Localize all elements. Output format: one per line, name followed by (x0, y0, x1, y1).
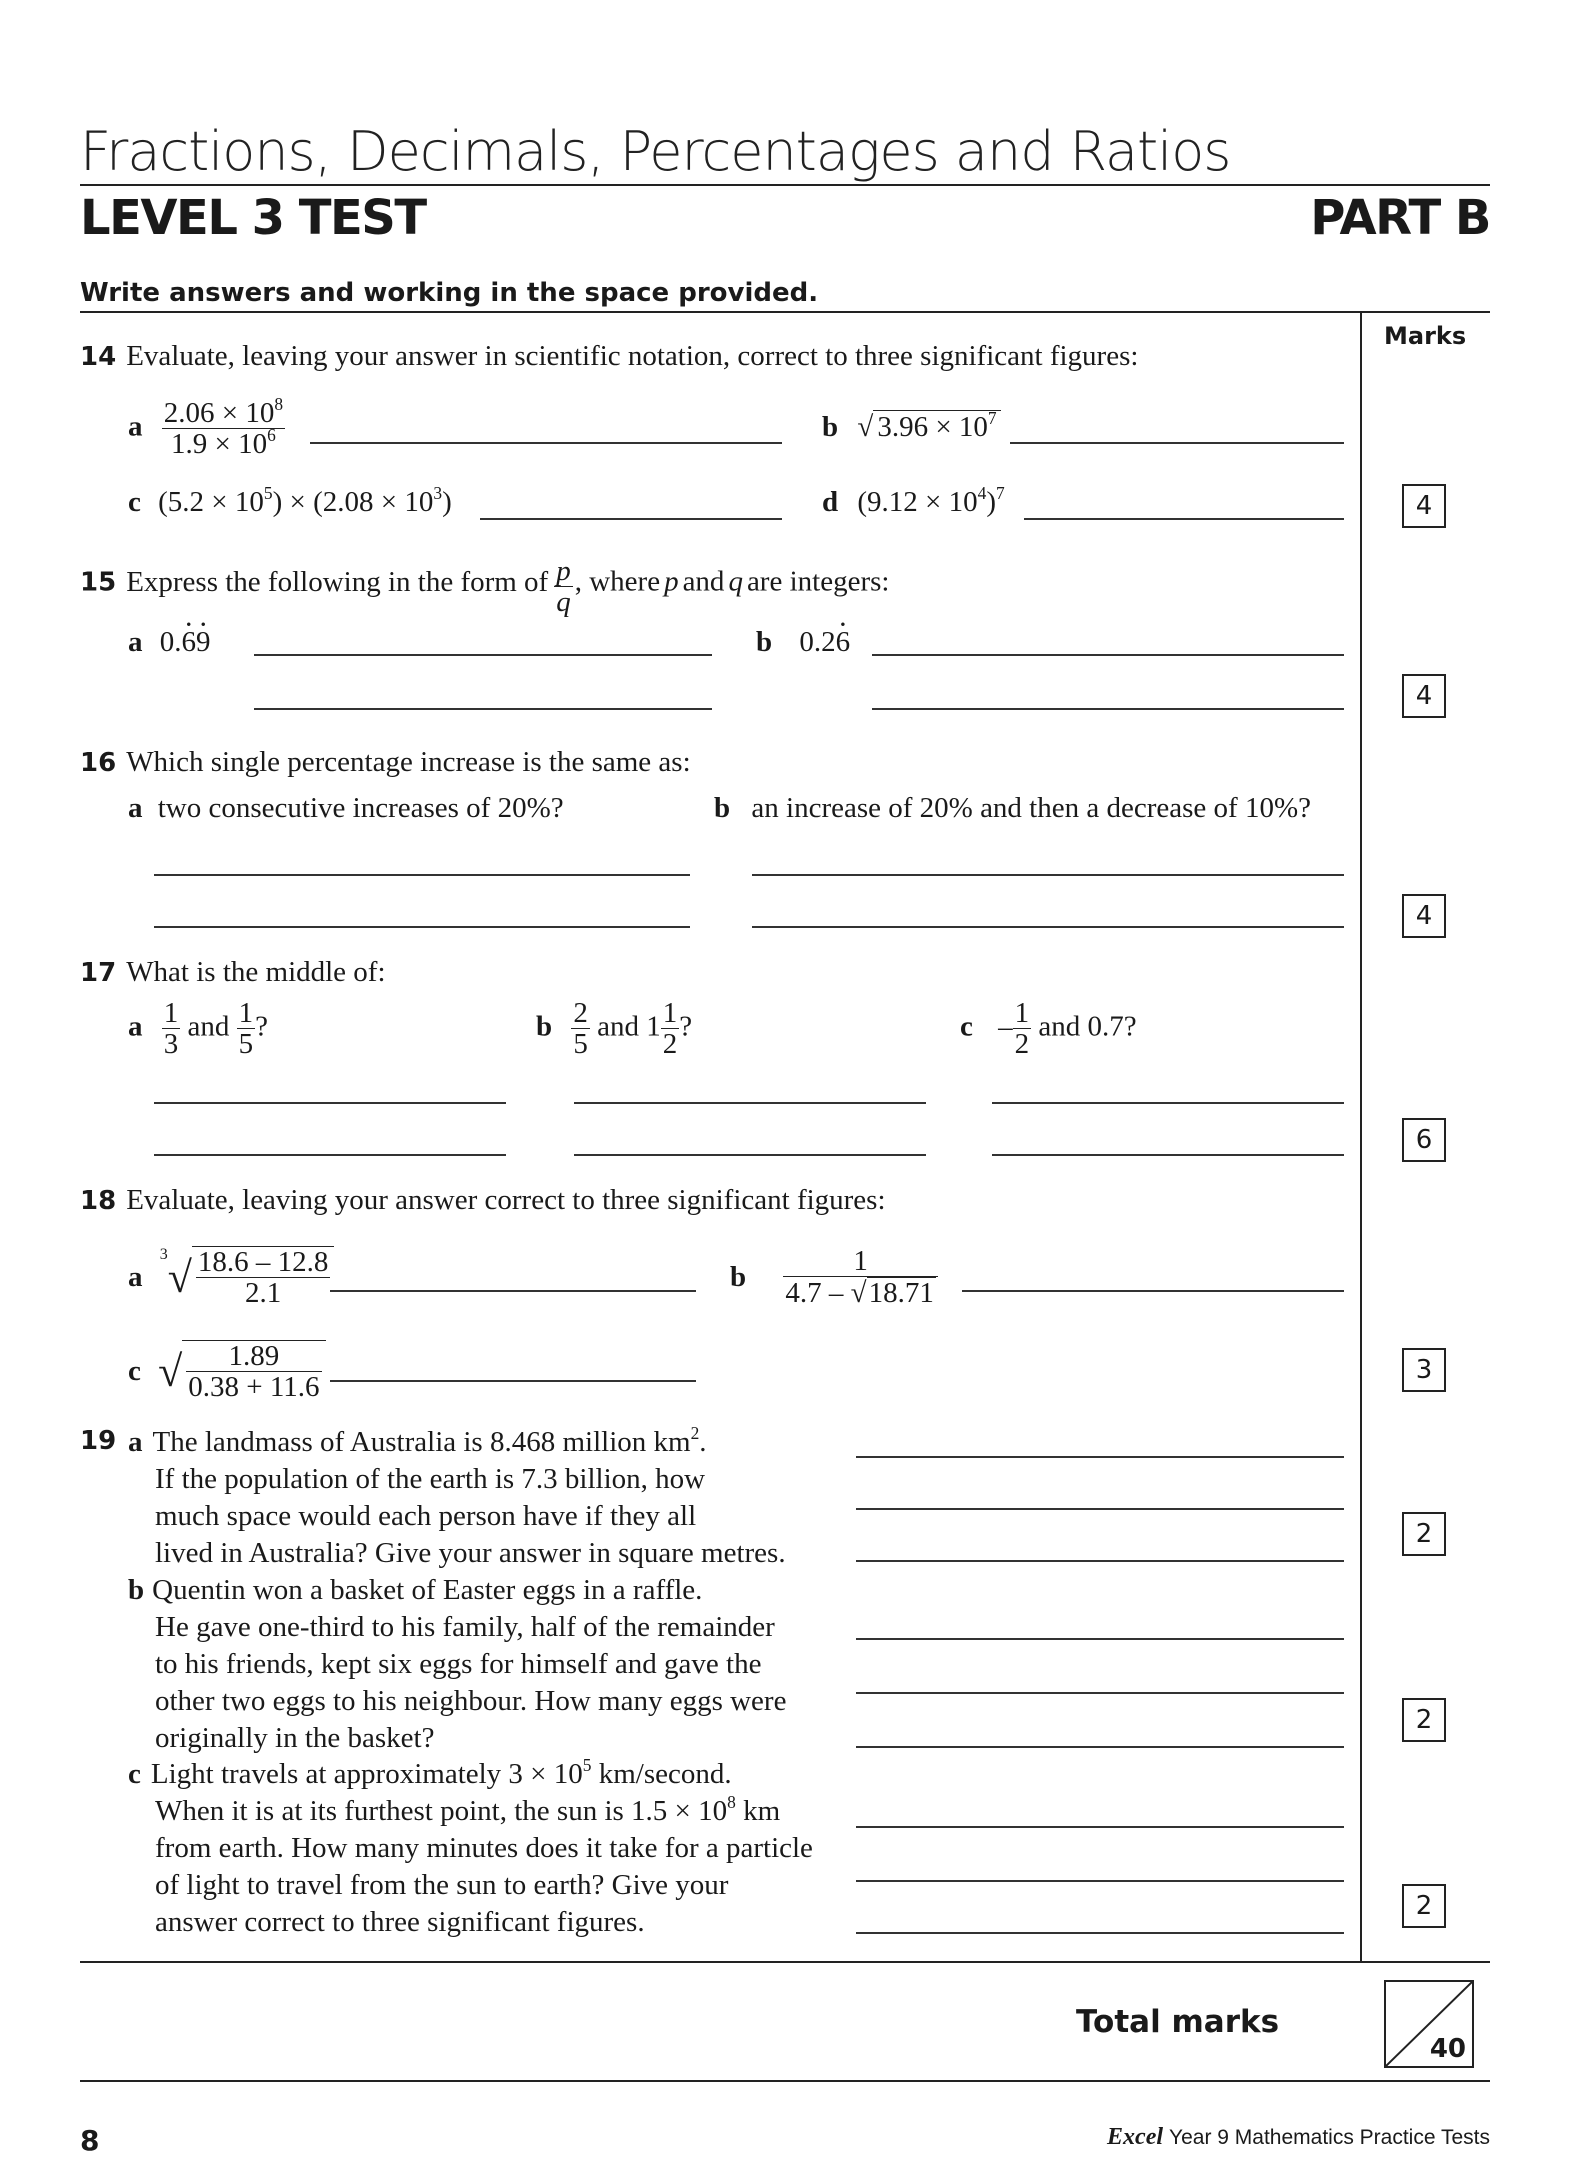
q18c-fraction: $\frac{1.89}{0.38 + 11.6}$ (182, 1340, 325, 1403)
part-label: b (756, 626, 773, 658)
question-text: Express the following in the form of (126, 565, 549, 598)
part-text: and 1 (597, 1010, 661, 1043)
part-text: When it is at its furthest point, the sun is 1.5 × 10 (155, 1795, 728, 1827)
part-text: an increase of 20% and then a decrease of 10%? (751, 792, 1311, 824)
part-label: a (128, 410, 143, 443)
answer-line[interactable] (856, 1456, 1344, 1458)
part-label: b (822, 411, 839, 443)
q14c-expr: ) × (2.08 × 10 (272, 486, 434, 518)
answer-line[interactable] (856, 1560, 1344, 1562)
answer-line[interactable] (154, 1102, 506, 1104)
part-text: Light travels at approximately 3 × 10 (150, 1758, 583, 1790)
answer-line[interactable] (872, 654, 1344, 656)
part-text: . (699, 1426, 707, 1458)
q15b-value: 0.2 (799, 626, 836, 658)
answer-line[interactable] (856, 1826, 1344, 1828)
q14d-expr: ) (986, 486, 997, 518)
part-text: Quentin won a basket of Easter eggs in a raffle. (152, 1574, 703, 1606)
part-text: lived in Australia? Give your answer in square metres. (155, 1537, 786, 1569)
marks-box: 2 (1402, 1512, 1446, 1556)
book-title: Year 9 Mathematics Practice Tests (1169, 2126, 1490, 2149)
q14c-expr: (5.2 × 10 (158, 486, 264, 518)
question-number: 14 (80, 342, 117, 372)
recurring-digit: 6 · (836, 626, 851, 658)
answer-line[interactable] (574, 1154, 926, 1156)
book-credit (1107, 2124, 1490, 2151)
part-text: to his friends, kept six eggs for himself and gave the (155, 1648, 762, 1680)
answer-line[interactable] (154, 874, 690, 876)
question-number: 17 (80, 958, 117, 988)
question-number: 15 (80, 567, 117, 598)
answer-line[interactable] (254, 654, 712, 656)
part-text: km (735, 1795, 781, 1827)
question-text: are integers: (746, 565, 890, 598)
part-label: a (128, 1260, 143, 1293)
marks-box: 3 (1402, 1348, 1446, 1392)
answer-line[interactable] (856, 1746, 1344, 1748)
part-text: and 0.7? (1038, 1010, 1137, 1043)
q19-part-a (128, 1424, 786, 1572)
q19-part-b (128, 1572, 786, 1757)
question-number: 16 (80, 748, 117, 778)
q14a-denominator-exponent: 6 (267, 425, 276, 446)
answer-line[interactable] (856, 1932, 1344, 1934)
part-label: c (128, 1354, 141, 1387)
page-number: 8 (80, 2124, 100, 2157)
q14-part-d (822, 482, 1005, 519)
part-text: two consecutive increases of 20%? (157, 792, 564, 824)
answer-line[interactable] (856, 1692, 1344, 1694)
q14b-radicand: 3.96 × 10 (877, 411, 988, 443)
part-label: a (128, 626, 143, 658)
marks-box: 4 (1402, 894, 1446, 938)
answer-line[interactable] (856, 1638, 1344, 1640)
q14d-exponent: 4 (977, 482, 987, 503)
section-end-rule (80, 1961, 1490, 1963)
instructions: Write answers and working in the space provided. (80, 278, 819, 308)
total-marks-value: 40 (1429, 2034, 1466, 2064)
q18-part-a: a $^3$√ $\frac{18.6 - 12.8}{2.1}$ (128, 1246, 334, 1309)
question-number: 19 (80, 1426, 117, 1456)
unit-exponent: 2 (690, 1422, 700, 1443)
exponent: 5 (582, 1754, 592, 1775)
q14c-exponent: 3 (433, 482, 443, 503)
fraction: $\frac{2}{5}$ (573, 997, 588, 1061)
fraction: $\frac{1}{3}$ (163, 997, 179, 1061)
part-text: other two eggs to his neighbour. How many eggs were (155, 1685, 787, 1717)
instructions-rule (80, 311, 1490, 313)
answer-line[interactable] (872, 708, 1344, 710)
p-over-q-fraction (554, 556, 573, 618)
question-text: and (682, 565, 725, 598)
answer-line[interactable] (154, 1154, 506, 1156)
part-label: a (128, 1426, 143, 1458)
answer-line[interactable] (480, 518, 782, 520)
fraction: $\frac{1}{2}$ (662, 997, 678, 1061)
part-label: b (714, 792, 731, 824)
marks-header: Marks (1384, 322, 1467, 350)
part-text: and (187, 1010, 230, 1043)
part-text: km/second. (591, 1758, 732, 1790)
q14c-exponent: 5 (263, 482, 273, 503)
answer-line[interactable] (992, 1154, 1344, 1156)
question-text: Evaluate, leaving your answer correct to three significant figures: (126, 1184, 886, 1216)
answer-line[interactable] (330, 1290, 696, 1292)
brand-name: Excel (1107, 2124, 1164, 2150)
question-19 (80, 1426, 116, 1456)
marks-box: 2 (1402, 1698, 1446, 1742)
variable-q: q (728, 565, 743, 598)
part-text: The landmass of Australia is 8.468 million km (152, 1426, 691, 1458)
part-label: b (730, 1260, 747, 1293)
q18-part-c: c √ $\frac{1.89}{0.38 + 11.6}$ (128, 1340, 326, 1403)
answer-line[interactable] (962, 1290, 1344, 1292)
q18a-fraction: $\frac{18.6 - 12.8}{2.1}$ (192, 1246, 335, 1309)
fraction-p: p (556, 555, 571, 587)
fraction-q: q (556, 586, 571, 619)
q18b-fraction: $\frac{1}{4.7 - √18.71}$ (783, 1246, 937, 1309)
q14b-exponent: 7 (987, 407, 997, 428)
answer-line[interactable] (154, 926, 690, 928)
part-label: b (128, 1574, 145, 1606)
part-label: b (536, 1010, 553, 1043)
q16-part-a (128, 792, 564, 825)
q16-part-b (714, 792, 1311, 825)
question-text: Which single percentage increase is the same as: (126, 746, 691, 778)
part-label: c (128, 486, 141, 518)
variable-p: p (664, 565, 679, 598)
q14-part-a (128, 393, 285, 461)
part-text: He gave one-third to his family, half of the remainder (155, 1611, 775, 1643)
level-title: LEVEL 3 TEST (80, 190, 426, 246)
answer-line[interactable] (254, 708, 712, 710)
q14-part-c (128, 482, 452, 519)
recurring-digit: 6 · (182, 626, 197, 658)
part-text: originally in the basket? (155, 1722, 435, 1754)
answer-line[interactable] (574, 1102, 926, 1104)
q14d-expr: (9.12 × 10 (857, 486, 978, 518)
marks-box: 4 (1402, 674, 1446, 718)
marks-box: 2 (1402, 1884, 1446, 1928)
part-title: PART B (1310, 190, 1490, 246)
answer-line[interactable] (752, 874, 1344, 876)
q14d-exponent: 7 (996, 482, 1005, 503)
q14-part-b: b √ $3.96 \times 10^7$ (822, 410, 1001, 444)
part-label: c (960, 1010, 973, 1043)
total-marks-label: Total marks (1076, 2004, 1280, 2040)
answer-line[interactable] (856, 1508, 1344, 1510)
answer-line[interactable] (992, 1102, 1344, 1104)
cube-root-index: 3 (159, 1246, 168, 1263)
recurring-digit: 9 · (196, 626, 211, 658)
q18-part-b (730, 1246, 938, 1309)
q17-part-b (536, 998, 692, 1060)
part-text: of light to travel from the sun to earth? Give your (155, 1869, 729, 1901)
part-label: a (128, 792, 143, 824)
part-text: answer correct to three significant figures. (155, 1906, 645, 1938)
q14a-denominator: 1.9 × 10 (171, 428, 268, 461)
part-text: from earth. How many minutes does it take for a particle (155, 1832, 813, 1864)
q15-part-a (128, 626, 211, 659)
header-rule (80, 184, 1490, 186)
exponent: 8 (727, 1791, 736, 1812)
question-text: What is the middle of: (126, 956, 386, 988)
fraction: $\frac{1}{2}$ (1014, 997, 1030, 1061)
q17-part-a (128, 998, 268, 1060)
minus-sign: – (998, 1010, 1013, 1043)
question-14 (80, 340, 1138, 373)
part-text: ? (679, 1010, 693, 1043)
fraction: $\frac{1}{5}$ (238, 997, 254, 1061)
question-17 (80, 956, 386, 989)
question-text: Evaluate, leaving your answer in scientific notation, correct to three significant figures: (126, 340, 1139, 372)
q19-part-c (128, 1756, 813, 1941)
section-title: Fractions, Decimals, Percentages and Ratios (80, 120, 1231, 183)
total-marks-box (1384, 1980, 1474, 2068)
footer-rule (80, 2080, 1490, 2082)
answer-line[interactable] (752, 926, 1344, 928)
q14a-numerator-exponent: 8 (274, 393, 284, 414)
marks-box: 6 (1402, 1118, 1446, 1162)
part-label: c (128, 1758, 141, 1790)
question-text: , where (574, 565, 661, 598)
part-text: ? (255, 1010, 268, 1043)
answer-line[interactable] (1024, 518, 1344, 520)
part-label: a (128, 1010, 143, 1043)
q14a-fraction (162, 393, 285, 461)
marks-column-divider (1360, 311, 1362, 1961)
question-18 (80, 1184, 886, 1217)
answer-line[interactable] (330, 1380, 696, 1382)
question-number: 18 (80, 1186, 117, 1216)
part-text: much space would each person have if they all (155, 1500, 697, 1532)
answer-line[interactable] (856, 1880, 1344, 1882)
answer-line[interactable] (1010, 442, 1344, 444)
question-16 (80, 746, 691, 779)
marks-box: 4 (1402, 484, 1446, 528)
q17-part-c (960, 998, 1137, 1060)
q14a-numerator: 2.06 × 10 (163, 397, 275, 429)
q14c-expr: ) (442, 486, 452, 518)
answer-line[interactable] (310, 442, 782, 444)
part-text: If the population of the earth is 7.3 billion, how (155, 1463, 706, 1495)
q15-part-b (756, 626, 850, 659)
part-label: d (822, 486, 839, 518)
q15a-value: 0. (159, 626, 182, 658)
